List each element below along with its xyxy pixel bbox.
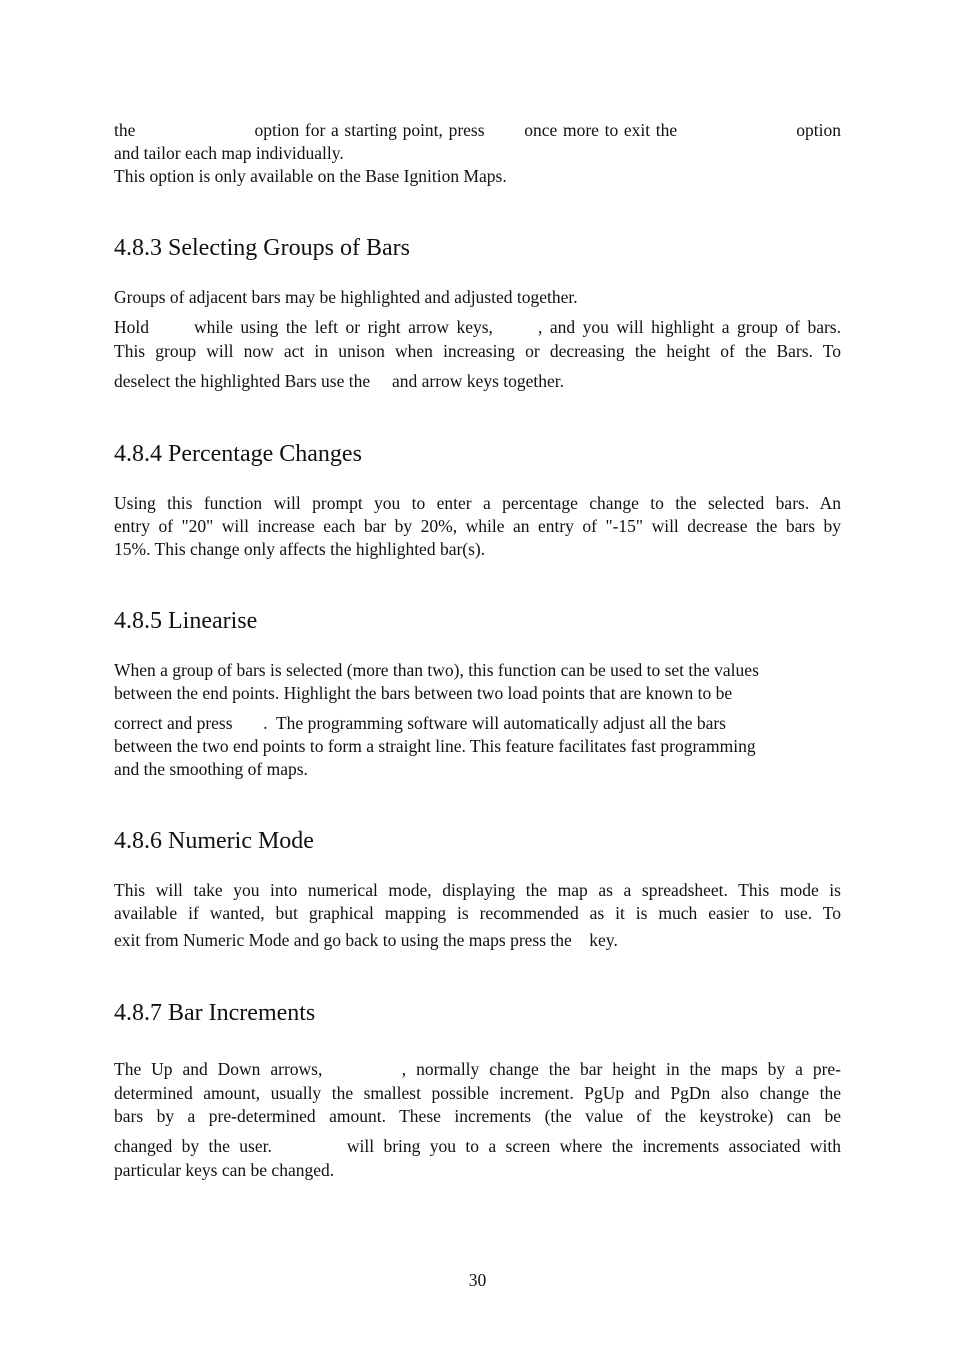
- section-heading-4-8-6: 4.8.6 Numeric Mode: [114, 828, 314, 854]
- intro-line-3: This option is only available on the Base Ignition Maps.: [114, 166, 507, 186]
- s486-line-3: exit from Numeric Mode and go back to using the maps press the key.: [114, 930, 618, 950]
- section-heading-4-8-5: 4.8.5 Linearise: [114, 608, 258, 634]
- s483-line-2: Hold while using the left or right arrow keys, , and you will highlight a group of bars.: [114, 317, 841, 337]
- s483-line-1: Groups of adjacent bars may be highlighted and adjusted together.: [114, 287, 578, 307]
- page-number: 30: [468, 1270, 487, 1290]
- s485-line-4: between the two end points to form a straight line. This feature facilitates fast programming: [114, 736, 756, 756]
- section-heading-4-8-3: 4.8.3 Selecting Groups of Bars: [114, 235, 410, 261]
- s485-line-1: When a group of bars is selected (more than two), this function can be used to set the values: [114, 660, 759, 680]
- s487-line-5: particular keys can be changed.: [114, 1160, 335, 1180]
- s487-line-1: The Up and Down arrows, , normally change the bar height in the maps by a pre-: [114, 1059, 841, 1079]
- s485-line-5: and the smoothing of maps.: [114, 759, 308, 779]
- s487-line-4: changed by the user. will bring you to a screen where the increments associated with: [114, 1136, 841, 1156]
- intro-line-1: the option for a starting point, press once more to exit the option: [114, 120, 841, 140]
- intro-line-2: and tailor each map individually.: [114, 143, 344, 163]
- s484-line-1: Using this function will prompt you to enter a percentage change to the selected bars. An: [114, 493, 841, 513]
- s486-line-1: This will take you into numerical mode, displaying the map as a spreadsheet. This mode is: [114, 880, 841, 900]
- s484-line-3: 15%. This change only affects the highlighted bar(s).: [114, 539, 486, 559]
- section-heading-4-8-4: 4.8.4 Percentage Changes: [114, 441, 362, 467]
- s483-line-4: deselect the highlighted Bars use the and arrow keys together.: [114, 371, 565, 391]
- s487-line-3: bars by a pre-determined amount. These increments (the value of the keystroke) can be: [114, 1106, 841, 1126]
- s484-line-2: entry of "20" will increase each bar by 20%, while an entry of "-15" will decrease the bars by: [114, 516, 841, 536]
- s485-line-3: correct and press . The programming software will automatically adjust all the bars: [114, 713, 726, 733]
- s486-line-2: available if wanted, but graphical mapping is recommended as it is much easier to use. To: [114, 903, 841, 923]
- s487-line-2: determined amount, usually the smallest possible increment. PgUp and PgDn also change the: [114, 1083, 841, 1103]
- s485-line-2: between the end points. Highlight the bars between two load points that are known to be: [114, 683, 733, 703]
- s483-line-3: This group will now act in unison when increasing or decreasing the height of the Bars. To: [114, 341, 841, 361]
- section-heading-4-8-7: 4.8.7 Bar Increments: [114, 1000, 316, 1026]
